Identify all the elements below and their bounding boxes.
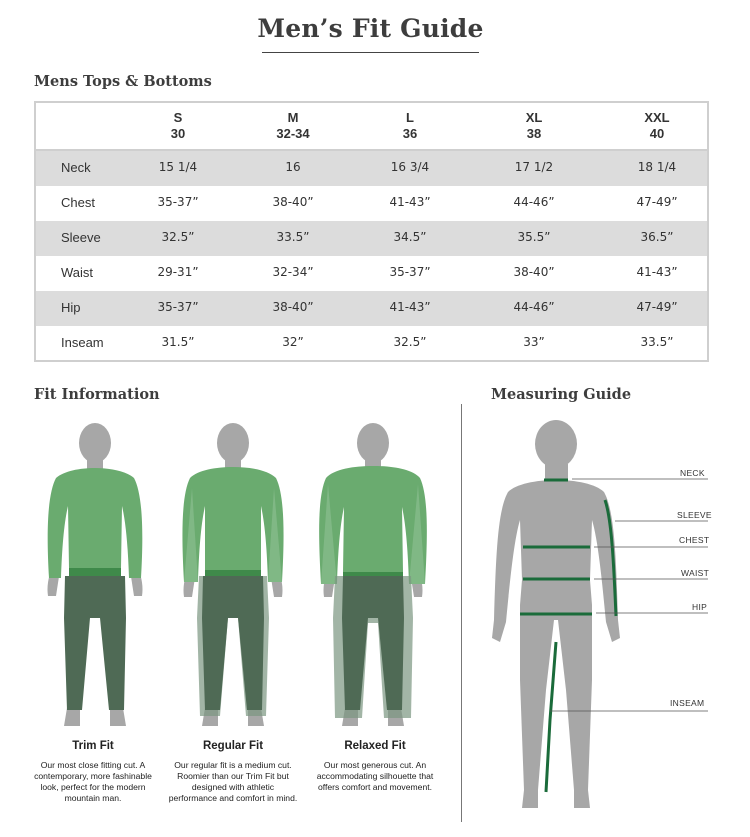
table-row-waist — [36, 256, 707, 291]
table-header — [36, 103, 707, 151]
table-cell: 47-49” — [636, 195, 678, 209]
table-cell: 35-37” — [157, 195, 199, 209]
size-table — [34, 101, 709, 362]
relaxed-fit-figure — [318, 418, 428, 730]
table-cell: 44-46” — [513, 300, 555, 314]
table-cell: 31.5” — [161, 335, 195, 349]
table-cell: 41-43” — [389, 195, 431, 209]
regular-fit-figure — [178, 418, 288, 730]
table-cell: 35.5” — [517, 230, 551, 244]
table-cell: 29-31” — [157, 265, 199, 279]
measuring-guide-heading: Measuring Guide — [491, 386, 632, 403]
inseam-label: INSEAM — [670, 698, 705, 708]
table-cell: 38-40” — [272, 300, 314, 314]
section-divider — [461, 404, 462, 822]
size-number: 30 — [170, 126, 186, 141]
neck-label: NECK — [680, 468, 705, 478]
size-header-s — [133, 110, 223, 142]
table-cell: 41-43” — [389, 300, 431, 314]
table-cell: 33.5” — [640, 335, 674, 349]
table-row-neck — [36, 151, 707, 186]
table-cell: 15 1/4 — [158, 160, 198, 174]
measuring-leader-lines — [540, 470, 710, 715]
table-cell: 35-37” — [389, 265, 431, 279]
hip-label: HIP — [692, 602, 708, 612]
row-label: Chest — [61, 195, 95, 210]
size-header-m — [248, 110, 338, 142]
size-header-l — [365, 110, 455, 142]
relaxed-fit-title: Relaxed Fit — [344, 740, 406, 752]
row-label: Neck — [61, 160, 91, 175]
size-label: M — [287, 110, 299, 125]
table-cell: 18 1/4 — [637, 160, 677, 174]
table-cell: 33.5” — [276, 230, 310, 244]
size-number: 32-34 — [276, 126, 310, 141]
size-number: 38 — [526, 126, 542, 141]
regular-fit-title: Regular Fit — [202, 740, 264, 752]
row-label: Waist — [61, 265, 94, 280]
table-cell: 32-34” — [272, 265, 314, 279]
table-row-chest — [36, 186, 707, 221]
row-label: Sleeve — [61, 230, 101, 245]
table-cell: 44-46” — [513, 195, 555, 209]
table-cell: 16 — [285, 160, 301, 174]
table-cell: 32.5” — [161, 230, 195, 244]
tops-bottoms-heading: Mens Tops & Bottoms — [34, 73, 212, 90]
table-cell: 38-40” — [272, 195, 314, 209]
table-cell: 36.5” — [640, 230, 674, 244]
size-header-xxl — [612, 110, 702, 142]
trim-fit-description: Our most close fitting cut. A contemporary, more fashinable look, perfect for the modern mountain man. — [34, 760, 152, 803]
regular-fit-description: Our regular fit is a medium cut. Roomier than our Trim Fit but designed with athletic performance and comfort in mind. — [168, 760, 298, 803]
relaxed-fit-description: Our most generous cut. An accommodating silhouette that offers comfort and movement. — [316, 760, 434, 792]
size-number: 36 — [402, 126, 418, 141]
row-label: Hip — [61, 300, 81, 315]
size-header-xl — [489, 110, 579, 142]
trim-fit-title: Trim Fit — [72, 740, 114, 752]
table-cell: 17 1/2 — [514, 160, 554, 174]
title-underline — [262, 52, 479, 53]
table-cell: 47-49” — [636, 300, 678, 314]
table-row-sleeve — [36, 221, 707, 256]
fit-info-heading: Fit Information — [34, 386, 160, 403]
table-cell: 32” — [282, 335, 304, 349]
size-label: L — [406, 110, 414, 125]
waist-label: WAIST — [681, 568, 710, 578]
size-number: 40 — [649, 126, 665, 141]
table-cell: 34.5” — [393, 230, 427, 244]
trim-fit-figure — [40, 418, 150, 730]
table-cell: 38-40” — [513, 265, 555, 279]
size-label: XXL — [644, 110, 670, 125]
size-label: XL — [525, 110, 543, 125]
page-title: Men’s Fit Guide — [257, 14, 484, 43]
table-cell: 41-43” — [636, 265, 678, 279]
sleeve-label: SLEEVE — [677, 510, 712, 520]
table-cell: 16 3/4 — [390, 160, 430, 174]
table-row-inseam — [36, 326, 707, 361]
table-cell: 33” — [523, 335, 545, 349]
row-label: Inseam — [61, 335, 104, 350]
table-cell: 32.5” — [393, 335, 427, 349]
chest-label: CHEST — [679, 535, 710, 545]
table-cell: 35-37” — [157, 300, 199, 314]
table-row-hip — [36, 291, 707, 326]
size-label: S — [173, 110, 183, 125]
